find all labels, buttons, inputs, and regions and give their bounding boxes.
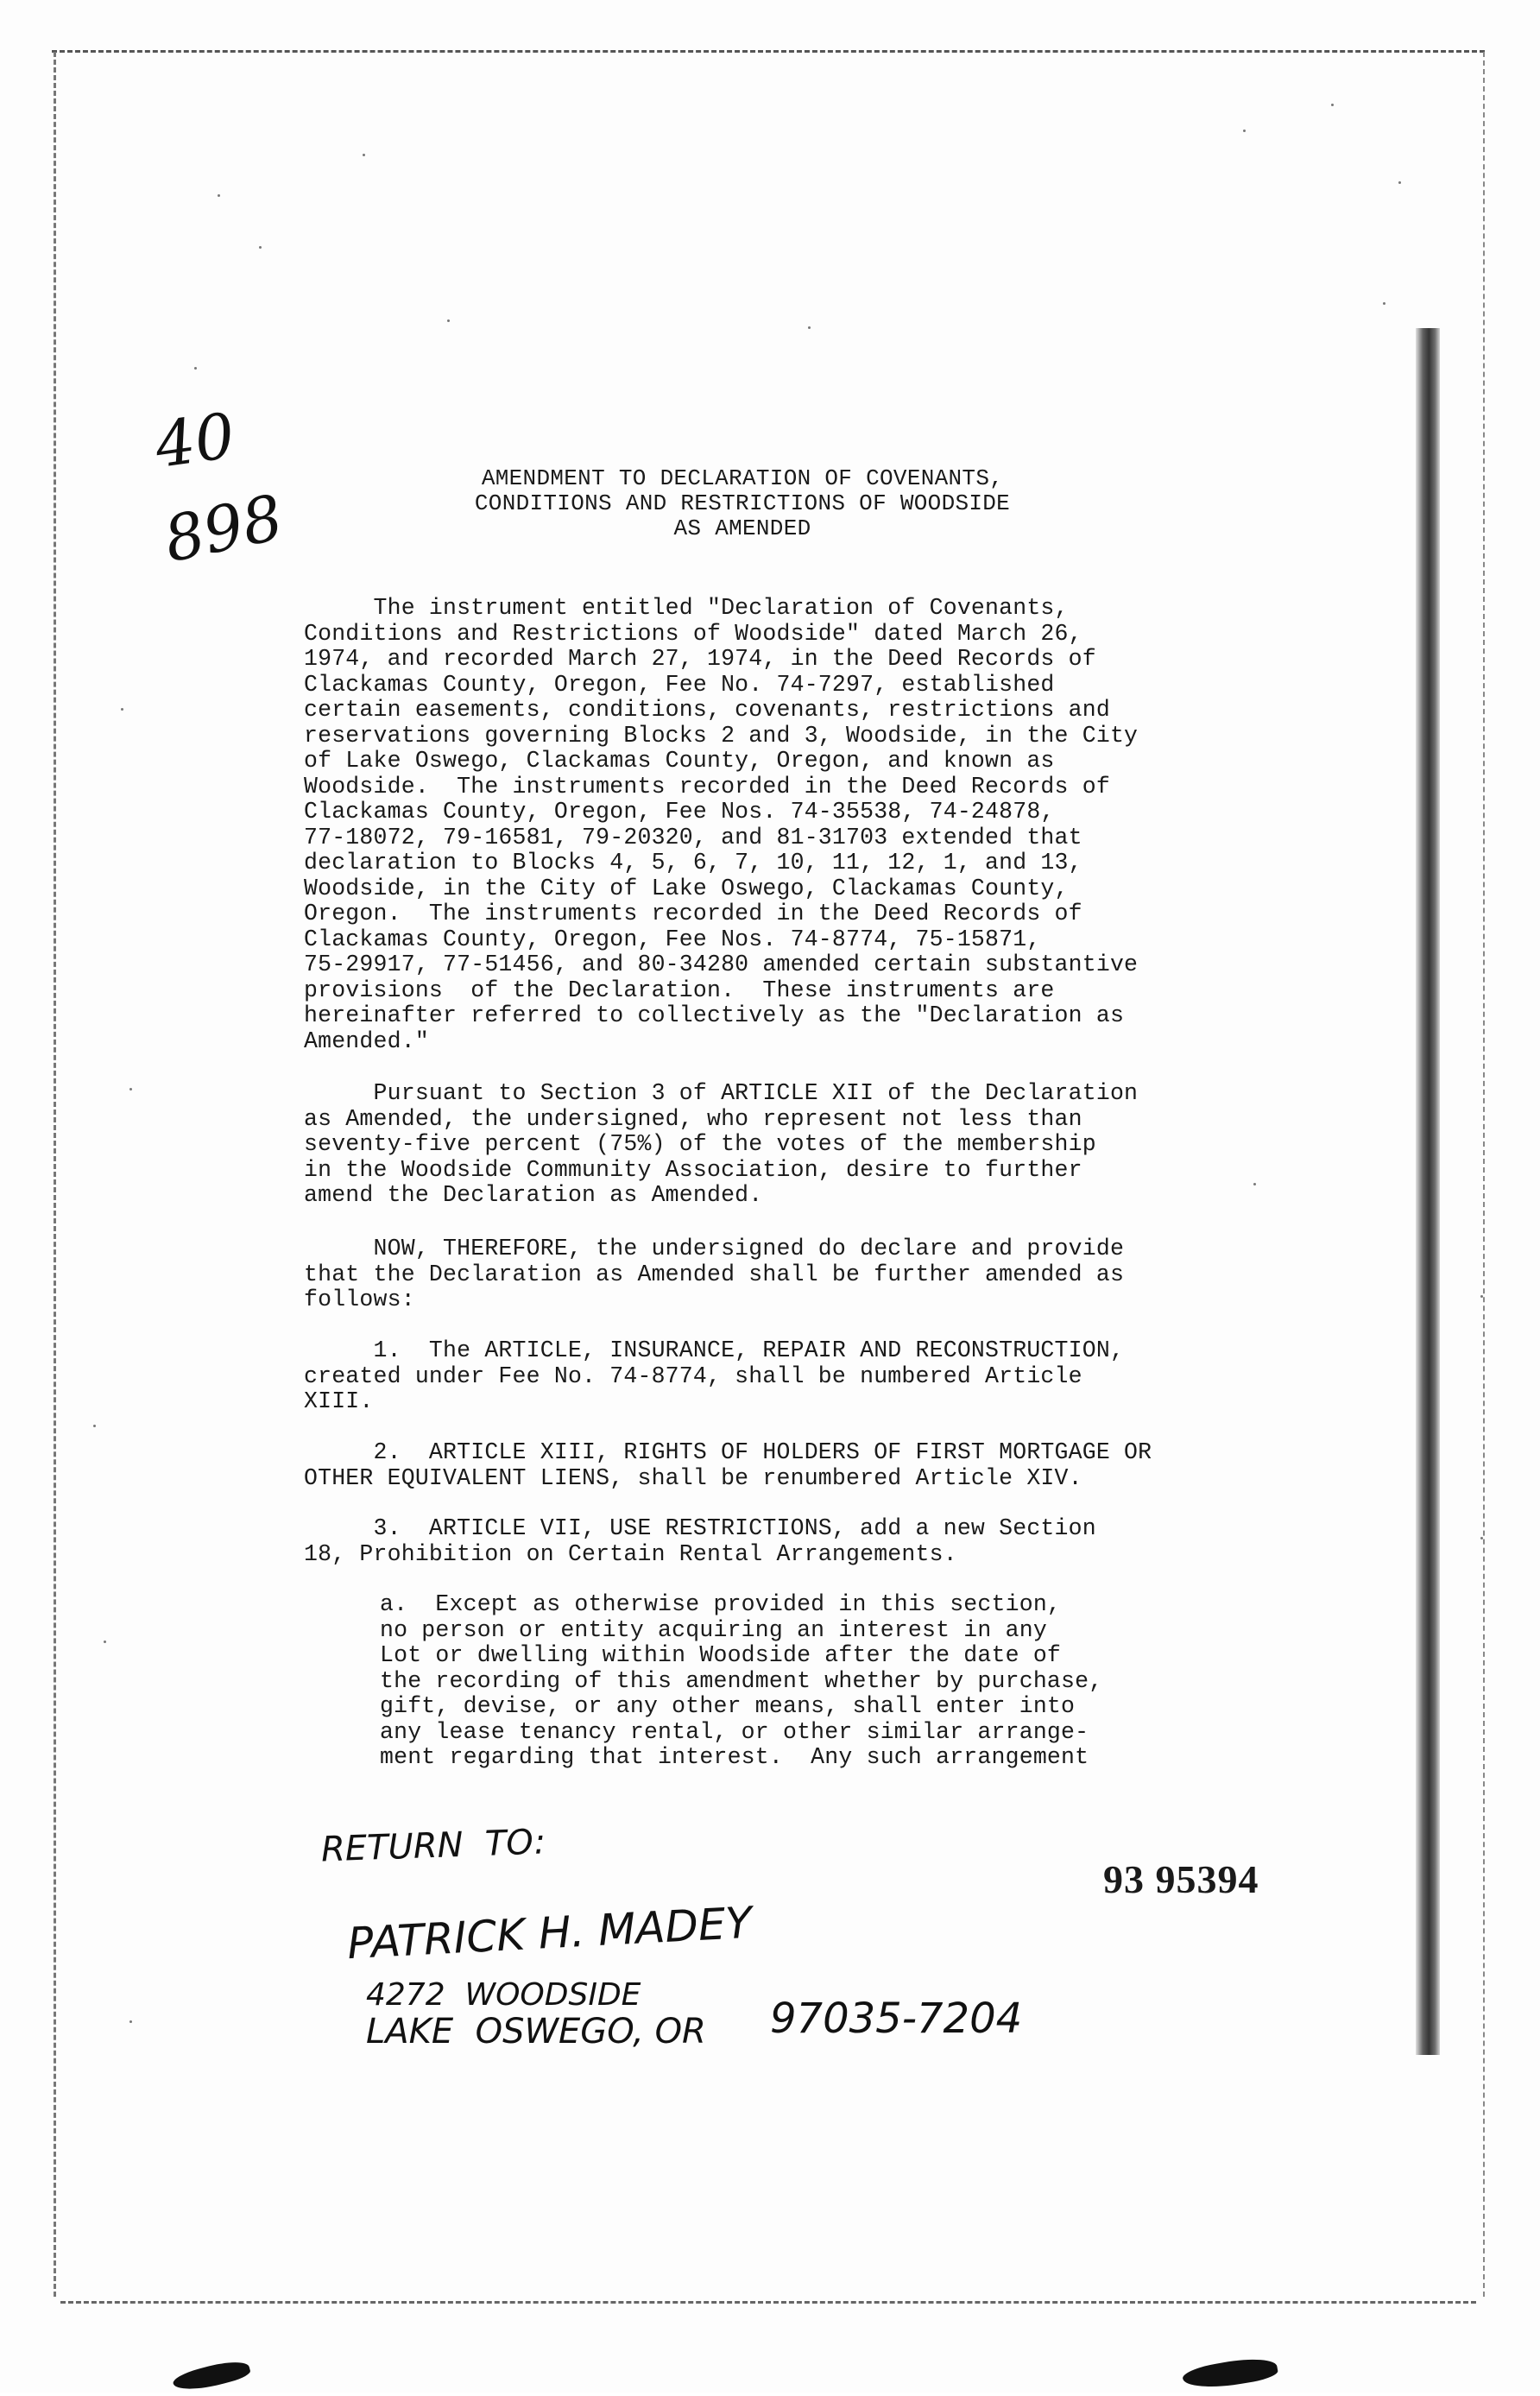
return-to-zip: 97035-7204: [770, 1995, 1023, 2043]
title-line-3: AS AMENDED: [673, 515, 811, 541]
return-to-street: 4272 WOODSIDE: [366, 1977, 641, 2013]
scan-edge-bottom: [60, 2301, 1476, 2304]
return-to-name: PATRICK H. MADEY: [345, 1897, 754, 1969]
recording-number: 93 95394: [1103, 1857, 1259, 1901]
scan-edge-left: [54, 52, 56, 2297]
title-line-2: CONDITIONS AND RESTRICTIONS OF WOODSIDE: [474, 490, 1011, 516]
binding-shadow: [1416, 328, 1440, 2055]
margin-note-top: 40: [150, 399, 240, 482]
paragraph-item-1: 1. The ARTICLE, INSURANCE, REPAIR AND RECONSTRUCTION, created under Fee No. 74-8774, shall be numbered Article XIII.: [304, 1337, 1125, 1414]
margin-note-bottom: 898: [157, 480, 289, 577]
paragraph-recitals: The instrument entitled "Declaration of Covenants, Conditions and Restrictions of Woodside" dated March 26, 1974, and recorded March 27, 1974, in the Deed Records of Clackamas County, Oregon, Fee No. 74-7297, established certain easements, conditions, covenants, restrictions and reservations governing Blocks 2 and 3, Woodside, in the City of Lake Oswego, Clackamas County, Oregon, and known as Woodside. The instruments recorded in the Deed Records of Clackamas County, Oregon, Fee Nos. 74-35538, 74-24878, 77-18072, 79-16581, 79-20320, and 81-31703 extended that declaration to Blocks 4, 5, 6, 7, 10, 11, 12, 1, and 13, Woodside, in the City of Lake Oswego, Clackamas County, Oregon. The instruments recorded in the Deed Records of Clackamas County, Oregon, Fee Nos. 74-8774, 75-15871, 75-29917, 77-51456, and 80-34280 amended certain substantive provisions of the Declaration. These instruments are hereinafter referred to collectively as the "Declaration as Amended.": [304, 595, 1139, 1054]
return-to-city: LAKE OSWEGO, OR: [366, 2012, 706, 2051]
paragraph-item-3: 3. ARTICLE VII, USE RESTRICTIONS, add a new Section 18, Prohibition on Certain Rental Arrangements.: [304, 1515, 1096, 1567]
scan-edge-top: [52, 50, 1485, 53]
scan-smudge-bottom-right: [1181, 2354, 1278, 2394]
document-title: [285, 466, 1200, 541]
paragraph-now-therefore: NOW, THEREFORE, the undersigned do declare and provide that the Declaration as Amended shall be further amended as follows:: [304, 1236, 1125, 1312]
title-line-1: AMENDMENT TO DECLARATION OF COVENANTS,: [481, 465, 1004, 491]
paragraph-item-2: 2. ARTICLE XIII, RIGHTS OF HOLDERS OF FIRST MORTGAGE OR OTHER EQUIVALENT LIENS, shall be renumbered Article XIV.: [304, 1439, 1152, 1491]
return-to-label: RETURN TO:: [320, 1822, 546, 1870]
paragraph-item-3a: a. Except as otherwise provided in this section, no person or entity acquiring an interest in any Lot or dwelling within Woodside after the date of the recording of this amendment whether by purchase, gift, devise, or any other means, shall enter into any lease tenancy rental, or other similar arrange- ment regarding that interest. Any such arrangement: [380, 1591, 1103, 1770]
scan-edge-right: [1483, 52, 1485, 2297]
paragraph-pursuant: Pursuant to Section 3 of ARTICLE XII of the Declaration as Amended, the undersigned, who represent not less than seventy-five percent (75%) of the votes of the membership in the Woodside Community Association, desire to further amend the Declaration as Amended.: [304, 1080, 1139, 1208]
scan-smudge-bottom-left: [171, 2356, 251, 2396]
